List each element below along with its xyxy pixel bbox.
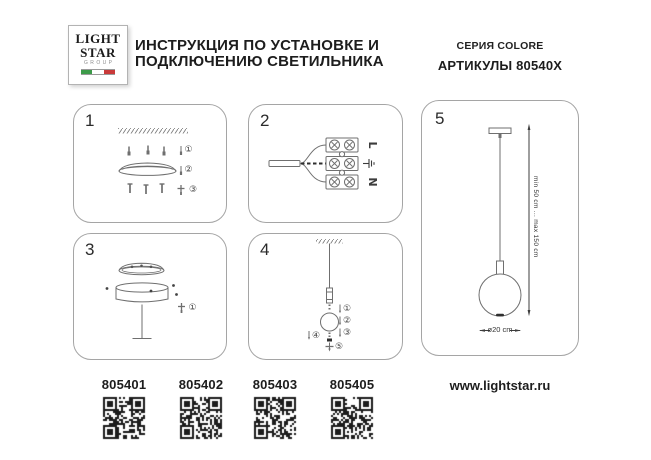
screw-icon	[178, 303, 185, 313]
step-4-callout-4: ④	[311, 330, 321, 341]
screw-row-icons	[128, 184, 165, 194]
dowel-icons	[129, 146, 164, 156]
document-title	[135, 38, 405, 69]
qr-code	[179, 396, 223, 440]
glass-globe-icon	[479, 274, 521, 316]
italian-flag-icon	[81, 69, 115, 75]
step-4-callout-2: ②	[342, 316, 352, 326]
articles-number: АРТИКУЛЫ 80540X	[437, 58, 563, 73]
step-4-callout-1: ①	[342, 304, 352, 314]
title-line-1: ИНСТРУКЦИЯ ПО УСТАНОВКЕ И	[135, 37, 380, 54]
step-4-callout-3: ③	[342, 328, 352, 338]
qr-item	[322, 377, 382, 440]
step-4-number: 4	[260, 240, 270, 259]
step-1-number: 1	[85, 111, 95, 130]
series-block	[420, 40, 580, 73]
website-url: www.lightstar.ru	[449, 378, 551, 393]
socket-icon	[327, 288, 333, 303]
ceiling-hatch-icon	[316, 239, 343, 244]
step-3-panel	[73, 233, 227, 360]
step-2-drawing	[249, 105, 404, 224]
qr-item	[245, 377, 305, 440]
ceiling-mount-icon	[489, 128, 511, 134]
height-range-label: min 50 cm ... max 150 cm	[532, 176, 539, 258]
title-line-2: ПОДКЛЮЧЕНИЮ СВЕТИЛЬНИКА	[135, 52, 384, 70]
qr-code	[102, 396, 146, 440]
lightstar-logo	[68, 25, 128, 85]
ceiling-hatch-icon	[118, 128, 188, 134]
series-name: СЕРИЯ COLORE	[456, 40, 544, 52]
qr-code	[253, 396, 297, 440]
step-1-drawing	[74, 105, 228, 224]
screw-icon	[178, 185, 185, 195]
qr-item	[171, 377, 231, 440]
supply-cable-icon	[269, 161, 300, 167]
terminal-label-live: L	[366, 141, 379, 149]
terminal-block-icon	[326, 138, 358, 189]
height-dimension-line	[528, 124, 531, 316]
step-4-drawing	[249, 234, 404, 361]
canopy-cylinder-icon	[116, 283, 168, 302]
step-1-callout-1: ①	[184, 145, 193, 155]
neutral-wire-icon	[300, 164, 326, 183]
step-5-number: 5	[435, 109, 445, 128]
mounting-plate-icon	[119, 263, 164, 275]
earth-ground-icon	[363, 159, 374, 168]
screw-icon	[326, 343, 334, 352]
step-1-panel	[73, 104, 227, 223]
qr-article-number: 805402	[178, 377, 224, 392]
qr-code	[330, 396, 374, 440]
globe-bottom-cap-icon	[496, 314, 504, 317]
socket-icon	[497, 261, 504, 275]
qr-article-number: 805401	[101, 377, 147, 392]
fixing-nut-icon	[327, 339, 332, 342]
step-5-panel	[421, 100, 579, 356]
step-5-drawing	[422, 101, 580, 357]
logo-word-group: GROUP	[84, 60, 115, 66]
glass-globe-icon	[321, 313, 339, 331]
logo-word-star: STAR	[80, 44, 116, 60]
step-4-panel	[248, 233, 403, 360]
stand-rod-icon	[133, 305, 152, 339]
step-2-panel	[248, 104, 403, 223]
step-1-callout-2: ②	[184, 165, 193, 175]
step-1-callout-3: ③	[188, 184, 198, 195]
step-3-number: 3	[85, 240, 95, 259]
qr-item	[94, 377, 154, 440]
live-wire-icon	[300, 145, 326, 164]
terminal-label-neutral: N	[366, 177, 379, 187]
qr-article-number: 805403	[252, 377, 298, 392]
step-3-drawing	[74, 234, 228, 361]
qr-article-number: 805405	[329, 377, 375, 392]
logo-word-light: LIGHT	[75, 31, 121, 46]
diameter-label: ø20 cm	[487, 325, 513, 334]
step-2-number: 2	[260, 111, 270, 130]
step-3-callout-1: ①	[188, 302, 197, 313]
ceiling-canopy-icon	[119, 163, 176, 175]
step-4-callout-5: ⑤	[334, 341, 344, 352]
